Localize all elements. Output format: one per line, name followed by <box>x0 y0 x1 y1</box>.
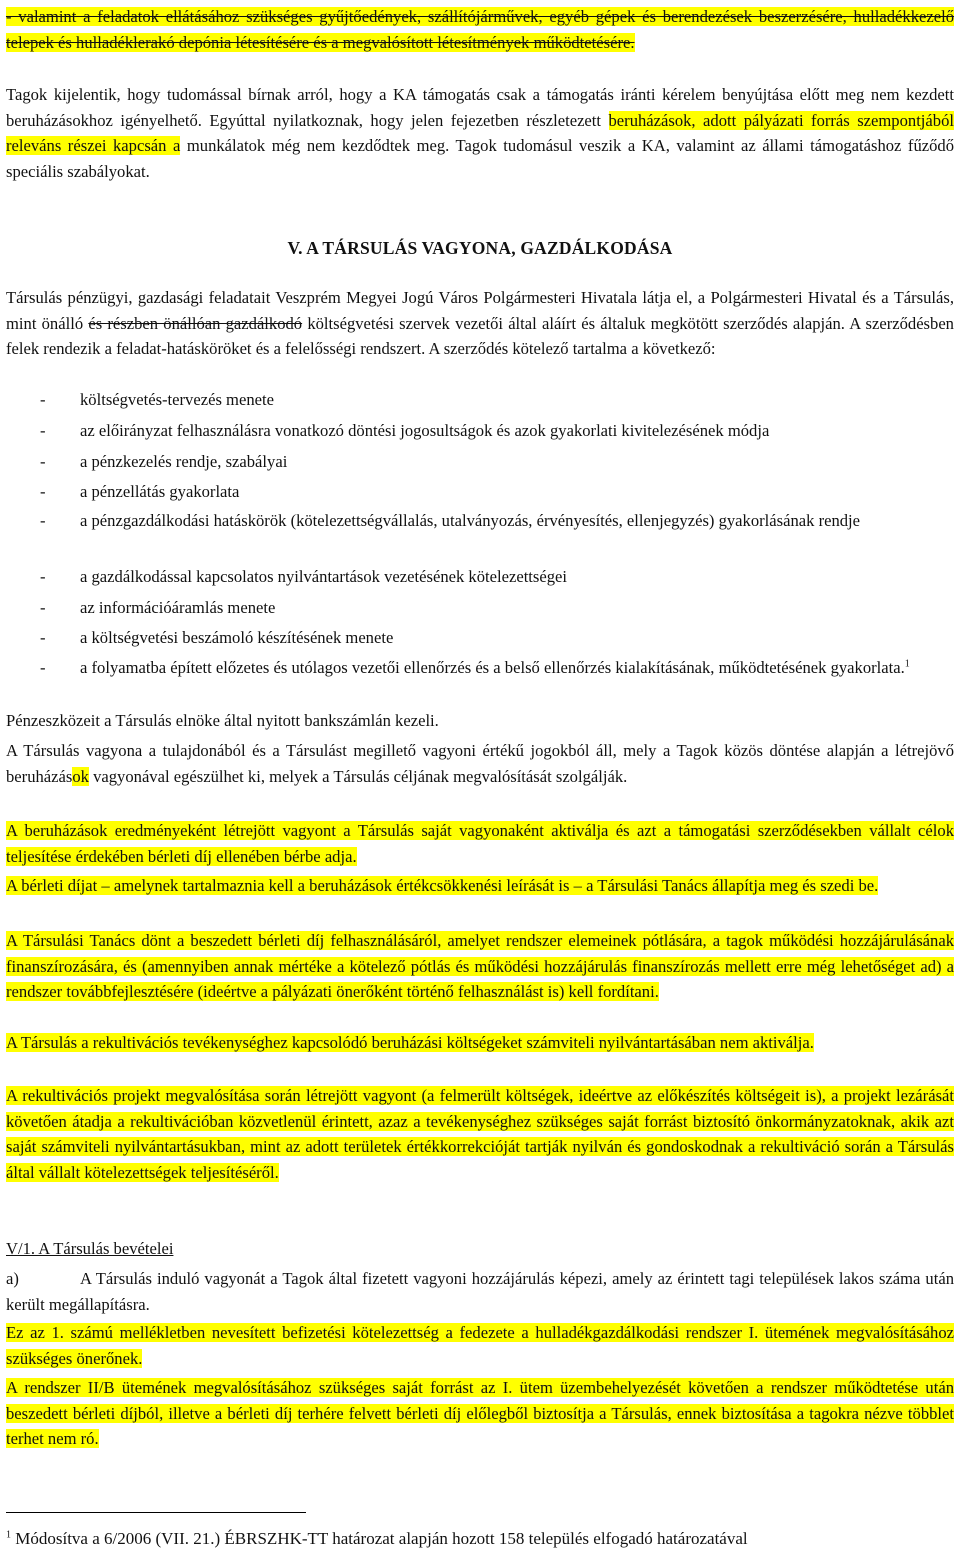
assets-paragraph <box>6 738 954 789</box>
ka-declaration-part-2: munkálatok még nem kezdődtek meg. Tagok tudomásul veszik a KA, valamint az állami támogatáshoz fűződő speciális szabályokat. <box>6 136 955 181</box>
finance-intro-paragraph <box>6 285 954 362</box>
bank-account-text: Pénzeszközeit a Társulás elnöke által nyitott bankszámlán kezeli. <box>6 711 439 730</box>
list-item <box>6 479 954 508</box>
contract-content-list <box>6 387 954 707</box>
subsection-title-paragraph <box>6 1236 954 1262</box>
highlighted-paragraph <box>6 818 954 869</box>
footnote-reference[interactable]: 1 <box>904 658 910 670</box>
finance-intro-part-1: Társulás pénzügyi, gazdasági feladatait Veszprém Megyei Jogú Város Polgármesteri Hivatala látja el, a Polgármesteri Hivatal és a Társulás, mint önálló <box>6 288 954 333</box>
highlighted-text: A rendszer II/B ütemének megvalósításához szükséges saját forrást az I. ütem üzembehelyezését követően a rendszer működtetése után beszedett bérleti díjból, illetve a bérleti díj terhére felvett bérleti díj előlegből biztosítja a Társulás, ennek biztosítása a tagokra nézve többlet terhet nem ró. <box>6 1378 954 1449</box>
assets-part-1: A Társulás vagyona a tulajdonából és a Társulást megillető vagyoni értékű jogokból áll, mely a Tagok közös döntése alapján a létrejövő beruházás <box>6 741 954 786</box>
list-dash: - <box>40 567 46 586</box>
list-item <box>6 508 954 564</box>
item-a-label: a) <box>6 1269 19 1288</box>
list-item <box>6 387 954 418</box>
item-a-text: A Társulás induló vagyonát a Tagok által fizetett vagyoni hozzájárulás képezi, amely az érintett tagi települések lakos száma után került megállapításra. <box>6 1269 954 1314</box>
list-item-text: a költségvetési beszámoló készítésének menete <box>80 628 394 647</box>
list-item <box>6 625 954 655</box>
list-item <box>6 595 954 625</box>
list-dash: - <box>40 598 46 617</box>
highlighted-text: A Társulás a rekultivációs tevékenységhez kapcsolódó beruházási költségeket számviteli nyilvántartásában nem aktiválja. <box>6 1033 814 1052</box>
lead-line-paragraph <box>6 4 954 55</box>
footnote <box>6 1526 954 1552</box>
assets-part-2: vagyonával egészülhet ki, melyek a Társulás céljának megvalósítását szolgálják. <box>93 766 628 786</box>
list-item-text: az előirányzat felhasználásra vonatkozó döntési jogosultságok és azok gyakorlati kivitelezésének módja <box>80 421 770 440</box>
footnote-divider <box>6 1512 306 1513</box>
list-dash: - <box>40 658 46 677</box>
ka-declaration-part-1: Tagok kijelentik, hogy tudomással bírnak arról, hogy a KA támogatás csak a támogatás iránti kérelem benyújtása előtt meg nem kezdett beruházásokhoz igényelhető. Egyúttal nyilatkoznak, hogy jelen fejezetben részletezett <box>6 85 954 130</box>
lead-line-text: - valamint a feladatok ellátásához szükséges gyűjtőedények, szállítójárművek, egyéb gépek és berendezések beszerzésére, hulladékkezelő telepek és hulladéklerakó depónia létesítésére és a megvalósított létesítmények működtetésére. <box>6 7 954 52</box>
highlighted-text: A beruházások eredményeként létrejött vagyont a Társulás saját vagyonaként aktiválja és azt a támogatási szerződésekben vállalt célok teljesítése érdekében bérleti díj ellenében bérbe adja. <box>6 821 954 866</box>
bank-account-paragraph <box>6 708 954 734</box>
list-item-text: a gazdálkodással kapcsolatos nyilvántartások vezetésének kötelezettségei <box>80 567 568 586</box>
list-dash: - <box>40 511 46 530</box>
list-dash: - <box>40 421 46 440</box>
footnote-text: Módosítva a 6/2006 (VII. 21.) ÉBRSZHK-TT határozat alapján hozott 158 település elfogadó határozatával <box>15 1529 748 1548</box>
list-dash: - <box>40 452 46 471</box>
list-item <box>6 564 954 595</box>
list-item <box>6 655 954 707</box>
highlighted-paragraph <box>6 1375 954 1452</box>
ka-declaration-highlight: beruházások, adott pályázati forrás szempontjából releváns részei kapcsán a <box>6 110 954 156</box>
highlighted-paragraph <box>6 873 954 899</box>
highlighted-paragraph <box>6 1030 954 1056</box>
highlighted-text: Ez az 1. számú mellékletben nevesített befizetési kötelezettség a fedezete a hulladékgazdálkodási rendszer I. ütemének megvalósításához szükséges önerőnek. <box>6 1323 954 1368</box>
list-item-text: az információáramlás menete <box>80 598 276 617</box>
list-dash: - <box>40 482 46 501</box>
list-item-text: költségvetés-tervezés menete <box>80 390 274 409</box>
highlighted-paragraph <box>6 1320 954 1371</box>
list-item-text: a pénzellátás gyakorlata <box>80 482 240 501</box>
finance-intro-part-2: költségvetési szervek vezetői által aláírt és általuk megkötött szerződés alapján. A szerződésben felek rendezik a feladat-hatásköröket és a felelősségi rendszert. A szerződés kötelező tartalma a következő: <box>6 313 954 359</box>
footnote-mark: 1 <box>6 1529 11 1541</box>
highlighted-paragraph <box>6 928 954 1005</box>
list-dash: - <box>40 628 46 647</box>
ka-declaration-paragraph <box>6 82 954 184</box>
list-item-text: a folyamatba épített előzetes és utólagos vezetői ellenőrzés és a belső ellenőrzés kialakításának, működtetésének gyakorlata. <box>80 658 905 677</box>
list-dash: - <box>40 390 46 409</box>
highlighted-paragraph <box>6 1083 954 1185</box>
list-item <box>6 418 954 449</box>
list-item-text: a pénzgazdálkodási hatáskörök (kötelezettségvállalás, utalványozás, érvényesítés, ellenjegyzés) gyakorlásának rendje <box>80 511 861 530</box>
highlighted-text: A rekultivációs projekt megvalósítása során létrejött vagyont (a felmerült költségek, ideértve az előkészítés költségeit is), a projekt lezárását követően átadja a rekultivációban közvetlenül érintett, azaz a tevékenységhez szükséges saját forrást biztosító önkormányzatoknak, akik azt saját számviteli nyilvántartásukban, mint az adott területek értékkorrekcióját tartják nyilván és gondoskodnak a rekultiváció során a Társulás által vállalt kötelezettségek teljesítéséről. <box>6 1086 954 1182</box>
highlighted-text: A Társulási Tanács dönt a beszedett bérleti díj felhasználásáról, amelyet rendszer elemeinek pótlására, a tagok működési hozzájárulásának finanszírozására, és (amennyiben annak mértéke a kötelező pótlás és működési hozzájárulás finanszírozás mellett erre még lehetőséget ad) a rendszer továbbfejlesztésére (ideértve a pályázati önerőként történő felhasználást is) kell fordítani. <box>6 931 954 1002</box>
subsection-title: V/1. A Társulás bevételei <box>6 1239 174 1258</box>
section-title: V. A TÁRSULÁS VAGYONA, GAZDÁLKODÁSA <box>287 238 673 258</box>
highlighted-text: A bérleti díjat – amelynek tartalmaznia kell a beruházások értékcsökkenési leírását is – a Társulási Tanács állapítja meg és szedi be. <box>6 876 879 895</box>
item-a-paragraph <box>6 1266 954 1317</box>
assets-highlight: ok <box>72 766 89 786</box>
list-item <box>6 449 954 479</box>
finance-intro-struck-text: és részben önállóan gazdálkodó <box>88 313 303 333</box>
list-item-text: a pénzkezelés rendje, szabályai <box>80 452 288 471</box>
